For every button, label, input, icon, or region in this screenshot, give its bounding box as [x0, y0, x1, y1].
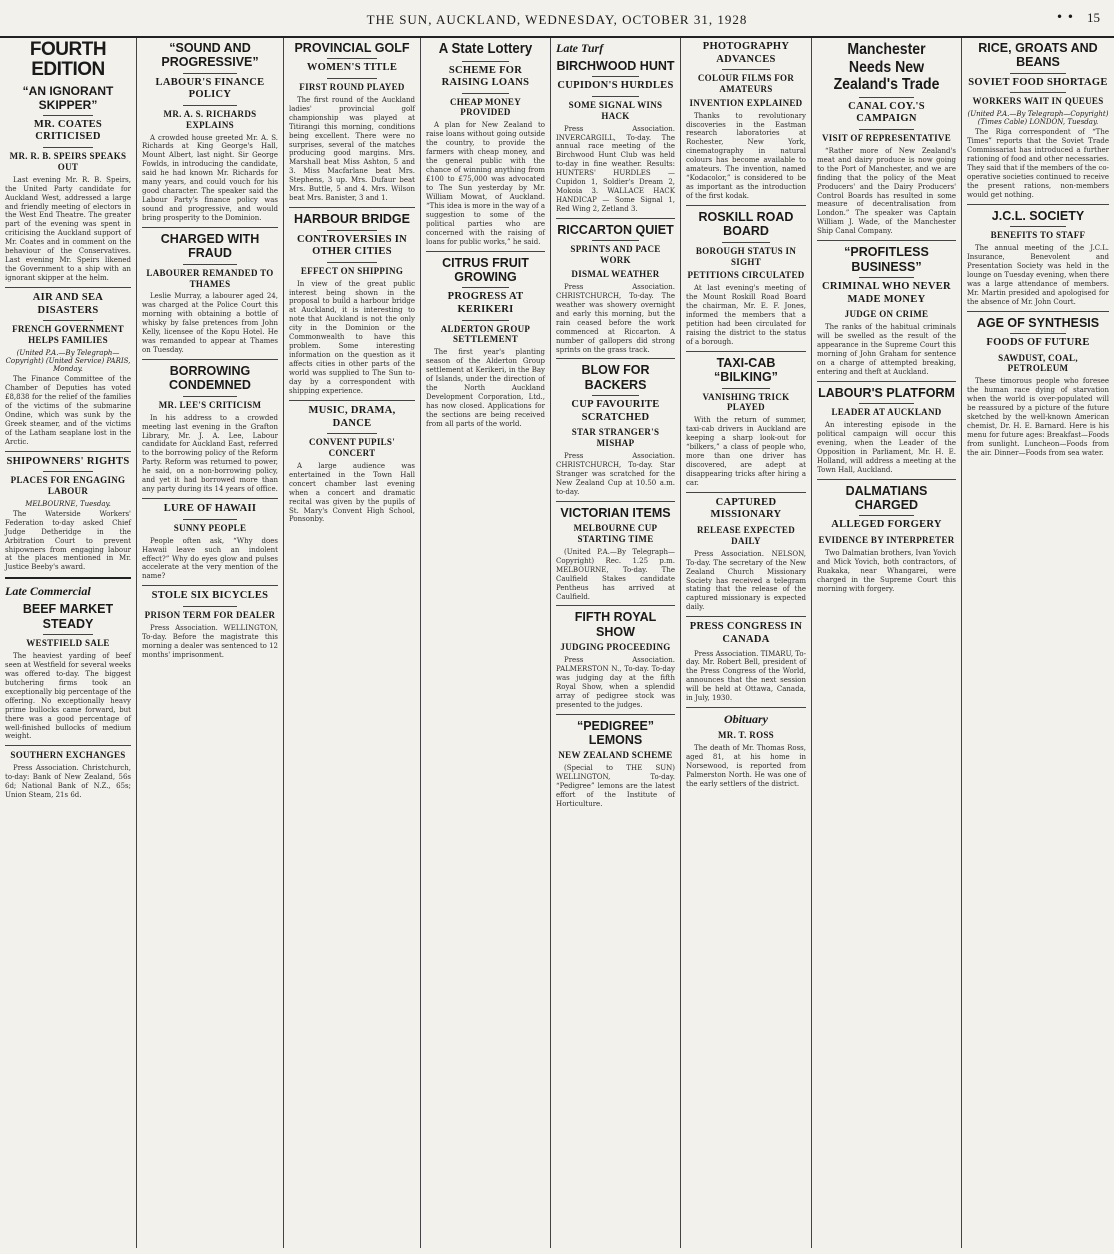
subhead-cup-favourite: CUP FAVOURITE SCRATCHED [571, 399, 660, 423]
headline-profitless-business: “PROFITLESS BUSINESS” [844, 245, 929, 274]
subhead-invention: INVENTION EXPLAINED [689, 97, 803, 108]
subhead-labourer-remanded: LABOURER REMANDED TO THAMES [146, 267, 274, 289]
subhead-some-signal: SOME SIGNAL WINS HACK [568, 99, 663, 121]
masthead-marks: • • [1056, 10, 1074, 24]
article-body: With the return of summer, taxi-cab drivers in Auckland are keeping a sharp look-out for “bilkers,” a class of people who, more than one driver has discovered, are adept at disappearing tricks after hiring a car. [686, 416, 806, 487]
article-body: “Rather more of New Zealand's meat and dairy produce is now going to the Port of Manchester, and we are finding that the policy of the Meat Producers' and the Dairy Producers' Control Boards has resulted in some measure of decentralisation from London.” The speaker was Captain William J. Wade, of the Manchester Ship Canal Company. [817, 146, 956, 236]
subhead-canal-campaign: CANAL COY.'S CAMPAIGN [848, 100, 925, 125]
headline-manchester: Manchester Needs New Zealand's Trade [833, 41, 940, 94]
article-body: An interesting episode in the political campaign will occur this evening, when the Leader of the Opposition in Parliament, Mr. H. E. Holland, will address a meeting at the Town Hall, Auckland. [817, 420, 956, 474]
headline-blow-backers: BLOW FOR BACKERS [581, 363, 650, 392]
subhead-colour-films: COLOUR FILMS FOR AMATEURS [697, 73, 795, 94]
subhead-raising-loans: SCHEME FOR RAISING LOANS [441, 64, 530, 89]
headline-provincial-golf: PROVINCIAL GOLF [294, 41, 410, 55]
column-2 [137, 38, 284, 1248]
subhead-sawdust-coal: SAWDUST, COAL, PETROLEUM [998, 352, 1078, 374]
headline-dalmatians: DALMATIANS CHARGED [845, 483, 928, 513]
article-body: In his address to a crowded meeting last evening in the Grafton Library, Mr. J. A. Lee, Labour candidate for Auckland East, referred to the borrowing policy of the Reform Party. Reform was returned to power, he said, on a non-borrowing policy, and yet it had borrowed more than any party during its 14 years of office. [142, 413, 278, 494]
headline-charged-fraud: CHARGED WITH FRAUD [160, 232, 260, 261]
subhead-vanishing-trick: VANISHING TRICK PLAYED [702, 391, 790, 413]
headline-music-drama-dance: MUSIC, DRAMA, DANCE [308, 404, 396, 429]
article-body: Press Association. NELSON, To-day. The secretary of the New Zealand Church Missionary Society has received a telegram stating that the release of the captured missionary is expected daily. [686, 549, 806, 612]
headline-borrowing-condemned: BORROWING CONDEMNED [169, 364, 251, 393]
column-7 [812, 38, 962, 1248]
subhead-lee-criticism: MR. LEE'S CRITICISM [158, 399, 262, 410]
article-body: The annual meeting of the J.C.L. Insurance, Benevolent and Presentation Society was held in the lounge on Tuesday evening, when there was a large attendance of members. Mr. Martin presided and apologised for the absence of Mr. John Court. [967, 243, 1109, 306]
article-body: The Finance Committee of the Chamber of Deputies has voted £8,838 for the relief of the families of the victims of the submarine Ondine, which was sunk by the Greek steamer, and of the victims of the Latham seaplane lost in the Arctic. [5, 374, 131, 446]
column-1 [0, 38, 137, 1248]
headline-citrus-fruit: CITRUS FRUIT GROWING [442, 255, 529, 284]
subhead-criminal-money: CRIMINAL WHO NEVER MADE MONEY [822, 281, 951, 305]
column-6 [681, 38, 812, 1248]
subhead-benefits-staff: BENEFITS TO STAFF [990, 230, 1086, 241]
subhead-leader-auckland: LEADER AT AUCKLAND [831, 407, 942, 418]
subhead-cheap-money: CHEAP MONEY PROVIDED [449, 96, 522, 118]
subhead-places-engaging-labour: PLACES FOR ENGAGING LABOUR [10, 475, 126, 496]
subhead-coates-criticised: MR. COATES CRITICISED [33, 118, 103, 143]
headline-lure-hawaii: LURE OF HAWAII [163, 503, 257, 515]
article-body: Leslie Murray, a labourer aged 24, was charged at the Police Court this morning with obtaining a bottle of whisky by false pretences from John Kelly, licensee of the Kopu Hotel. He was remanded to appear at Thames on Tuesday. [142, 292, 278, 355]
article-body: A plan for New Zealand to raise loans without going outside the country, to provide the farmers with cheap money, and the general public with the chance of winning anything from £100 to £75,000 was advocated to The Sun yesterday by Mr. William Mowat, of Auckland. “This idea is more in the way of a suggestion to some of the political parties who are concerned with the raising of loans for public works,” he said. [426, 121, 545, 246]
subhead-womens-title: WOMEN'S TITLE [306, 62, 398, 74]
headline-birchwood-hunt: BIRCHWOOD HUNT [556, 59, 675, 73]
article-dateline: MELBOURNE, Tuesday. [25, 499, 111, 508]
headline-captured-missionary: CAPTURED MISSIONARY [710, 496, 782, 521]
subhead-french-government: FRENCH GOVERNMENT HELPS FAMILIES [12, 324, 124, 346]
article-body: Press Association. CHRISTCHURCH, To-day. Star Stranger was scratched for the New Zealand Cup at 10.50 a.m. to-day. [556, 452, 675, 496]
subhead-first-round: FIRST ROUND PLAYED [299, 81, 405, 92]
subhead-judging: JUDGING PROCEEDING [560, 642, 671, 653]
article-body: Thanks to revolutionary discoveries in the Eastman research laboratories at Rochester, New York, cinematography in natural colours has become available to amateurs. The invention, named “Kodacolor,” is considered to be as important as the introduction of the first kodak. [686, 111, 806, 201]
subhead-foods-future: FOODS OF FUTURE [986, 336, 1090, 348]
article-body: Last evening Mr. R. B. Speirs, the United Party candidate for Auckland West, addressed a large and friendly meeting of electors in the West End Theatre. The greater part of the evening was spent in criticising the Auckland support of Mr. Coates and in comment on the behaviour of the Conservatives. Last evening Mr. Speirs likened the Government to a ship with an ignorant skipper at the helm. [5, 175, 131, 283]
subhead-star-stranger: STAR STRANGER'S MISHAP [571, 427, 660, 449]
page-number: 15 [1087, 10, 1100, 25]
article-body: In view of the great public interest being shown in the proposal to build a harbour bridge at Auckland, it is interesting to note that Auckland is not the only city in the Dominion or the Commonwealth to have this problem. Some interesting information on the question as it affects cities in other parts of the world was supplied to The Sun to-day by a correspondent with shipping experience. [289, 279, 415, 395]
newspaper-page [0, 38, 1114, 1248]
column-5 [551, 38, 681, 1248]
article-body: Press Association. INVERCARGILL, To-day. The annual race meeting of the Birchwood Hunt Club was held to-day in fine weather. Results: HUNTERS' HURDLES — Cupidon 1, Soldier's Dream 2, Mokoia 3. WALLACE HACK HANDICAP — Some Signal 1, Red Wing 2, Zetland 3. [556, 124, 675, 214]
subhead-queues: WORKERS WAIT IN QUEUES [972, 96, 1104, 107]
headline-press-congress: PRESS CONGRESS IN CANADA [689, 621, 803, 645]
section-obituary: Obituary [723, 712, 768, 727]
article-body: Press Association. WELLINGTON, To-day. Before the magistrate this morning a dealer was sentenced to 12 months' imprisonment. [142, 623, 278, 659]
masthead [0, 0, 1114, 38]
article-dateline: (United P.A.—By Telegraph—Copyright) (United Service) PARIS, Monday. [5, 348, 131, 373]
subhead-sunny-people: SUNNY PEOPLE [173, 522, 247, 533]
subhead-controversies: CONTROVERSIES IN OTHER CITIES [296, 233, 408, 258]
subhead-interpreter: EVIDENCE BY INTERPRETER [818, 534, 955, 545]
article-dateline: (United P.A.—By Telegraph—Copyright) (Times Cable) LONDON, Tuesday. [967, 110, 1109, 127]
headline-pedigree-lemons: “PEDIGREE” LEMONS [576, 718, 655, 748]
headline-photography: PHOTOGRAPHY ADVANCES [702, 41, 790, 65]
headline-shipowners-rights: SHIPOWNERS' RIGHTS [6, 455, 130, 467]
edition-banner: FOURTH EDITION [29, 39, 107, 80]
subhead-prison-term: PRISON TERM FOR DEALER [144, 609, 276, 620]
article-body: A crowded house greeted Mr. A. S. Richards at King George's Hall, Mount Albert, last night. Sir George Fowlds, in introducing the candidate, said he had known Mr. Richards for many years, and could vouch for his good character. The speaker said the Labour Party's finance policy was sound and progressive, and would bring prosperity to the Dominion. [142, 133, 278, 223]
headline-riccarton-quiet: RICCARTON QUIET [557, 223, 674, 238]
subhead-westfield-sale: WESTFIELD SALE [26, 638, 110, 649]
subhead-mr-ross: MR. T. ROSS [718, 730, 774, 741]
subhead-speirs-speaks: MR. R. B. SPEIRS SPEAKS OUT [9, 151, 127, 172]
article-body: Press Association. CHRISTCHURCH, To-day. The weather was showery overnight and early this morning, but the rain ceased before the work commenced at Riccarton. A number of gallopers did strong sprints on the grass track. [556, 282, 675, 354]
column-3 [284, 38, 421, 1248]
article-body: Two Dalmatian brothers, Ivan Yovich and Mick Yovich, both contractors, of Ruakaka, near Whangarei, were charged in the Supreme Court this morning with forgery. [817, 548, 957, 593]
subhead-richards-explains: MR. A. S. RICHARDS EXPLAINS [163, 108, 257, 130]
headline-sound-progressive: “SOUND AND PROGRESSIVE” [161, 41, 259, 70]
headline-southern-exchanges: SOUTHERN EXCHANGES [10, 750, 126, 761]
subhead-borough-status: BOROUGH STATUS IN SIGHT [695, 245, 797, 267]
article-body: Press Association. PALMERSTON N., To-day. To-day was judging day at the fifth Royal Show, when a splendid array of pedigree stock was presented to the judges. [556, 656, 675, 709]
article-body: Press Association. TIMARU, To-day. Mr. Robert Bell, president of the Press Congress of the World, announces that the next session will be held at Ottawa, Canada, in July, 1930. [686, 649, 806, 703]
headline-air-sea-disasters: AIR AND SEA DISASTERS [32, 292, 104, 316]
headline-ignorant-skipper: “AN IGNORANT SKIPPER” [22, 83, 114, 112]
headline-taxi-cab: TAXI-CAB “BILKING” [714, 355, 778, 385]
subhead-petitions: PETITIONS CIRCULATED [687, 270, 805, 281]
article-body: (Special to THE SUN) WELLINGTON, To-day. “Pedigree” lemons are the latest effort of the Institute of Horticulture. [556, 764, 675, 809]
subhead-alderton-group: ALDERTON GROUP SETTLEMENT [440, 323, 531, 345]
article-body: The death of Mr. Thomas Ross, aged 81, at his home in Norsewood, is reported from Palmerston North. He was one of the early settlers of the district. [686, 744, 806, 788]
subhead-kerikeri: PROGRESS AT KERIKERI [447, 291, 524, 315]
subhead-release-expected: RELEASE EXPECTED DAILY [696, 525, 796, 546]
subhead-cupidons-hurdles: CUPIDON'S HURDLES [557, 80, 674, 92]
column-8 [962, 38, 1114, 1248]
article-body: Press Association. Christchurch, to-day: Bank of New Zealand, 56s 6d; National Bank of N.Z., 65s; Union Steam, 21s 6d. [5, 764, 131, 800]
headline-harbour-bridge: HARBOUR BRIDGE [294, 212, 410, 227]
headline-age-synthesis: AGE OF SYNTHESIS [976, 315, 1100, 330]
column-4 [421, 38, 551, 1248]
subhead-labour-finance: LABOUR'S FINANCE POLICY [155, 76, 265, 101]
headline-victorian-items: VICTORIAN ITEMS [560, 505, 671, 520]
article-body: A large audience was entertained in the Town Hall concert chamber last evening when a concert and dramatic recital was given by the pupils of St. Mary's Convent High School, Ponsonby. [289, 461, 415, 524]
subhead-dismal-weather: DISMAL WEATHER [571, 269, 660, 280]
article-body: (United P.A.—By Telegraph—Copyright) Rec. 1.25 p.m. MELBOURNE, To-day. The Caulfield Stakes candidate Pentheus has arrived at Caulfield. [556, 547, 675, 601]
subhead-effect-shipping: EFFECT ON SHIPPING [300, 265, 404, 276]
headline-state-lottery: A State Lottery [438, 40, 533, 57]
headline-fifth-royal-show: FIFTH ROYAL SHOW [574, 610, 657, 639]
section-late-commercial: Late Commercial [5, 584, 91, 599]
subhead-alleged-forgery: ALLEGED FORGERY [831, 519, 942, 531]
subhead-soviet-food: SOVIET FOOD SHORTAGE [968, 76, 1108, 88]
article-body: At last evening's meeting of the Mount Roskill Road Board the chairman, Mr. E. F. Jones, informed the members that a petition had been circulated for raising the district to the status of a borough. [686, 284, 806, 346]
article-body: The first round of the Auckland ladies' provincial golf championship was played at Titirangi this morning, conditions being excellent. There were no surprises, several of the matches producing good margins. Mrs. Marshall beat Miss Ashton, 5 and 3. Miss Macfarlane beat Mrs. Stephens, 3 up. Mrs. Dufaur beat Mrs. Buttle, 5 and 4. Mrs. Wilson beat Mrs. Banister, 3 and 1. [289, 95, 415, 203]
subhead-judge-crime: JUDGE ON CRIME [844, 309, 929, 320]
article-body: People often ask, “Why does Hawaii leave such an indolent effect?” Why do eyes glow and pulses accelerate at the very mention of the name? [142, 536, 278, 581]
subhead-nz-scheme: NEW ZEALAND SCHEME [558, 750, 673, 761]
subhead-melbourne-cup: MELBOURNE CUP STARTING TIME [573, 523, 658, 544]
article-body: The Waterside Workers' Federation to-day asked Chief Judge Detheridge in the Arbitration Court to prevent shipowners from engaging labour at the places mentioned in Mr. Justice Beeby's award. [5, 509, 131, 572]
headline-beef-market: BEEF MARKET STEADY [22, 602, 114, 631]
subhead-visit-representative: VISIT OF REPRESENTATIVE [821, 132, 952, 143]
headline-labours-platform: LABOUR'S PLATFORM [818, 385, 955, 400]
article-body: The ranks of the habitual criminals will be swelled as the result of the appearance in the Supreme Court this morning of John Graham for sentence on a charge of attempted breaking, entering and theft at Auckland. [817, 323, 956, 376]
section-late-turf: Late Turf [556, 41, 604, 55]
subhead-sprints-pace: SPRINTS AND PACE WORK [570, 244, 661, 266]
article-body: The heaviest yarding of beef seen at Westfield for several weeks was offered to-day. The biggest butchering firms took an exceptionally big percentage of the offering. No exceptionally heavy prime bullocks came forward, but there was a good percentage of well-finished bullocks of medium weight. [5, 651, 131, 741]
headline-rice-groats: RICE, GROATS AND BEANS [978, 41, 1098, 70]
article-body: The Riga correspondent of “The Times” reports that the Soviet Trade Commissariat has introduced a further rationing of food and other necessaries. They said that if the members of the co-operative societies continued to receive the present rations, non-members would get nothing. [967, 128, 1109, 199]
headline-stole-bicycles: STOLE SIX BICYCLES [151, 590, 269, 602]
article-body: These timorous people who foresee the human race dying of starvation when the world is over-populated will be reassured by a picture of the future sketched by the well-known American chemist, Dr. H. E. Barnard. Here is his menu for future ages: Breakfast—Foods from sunlight. Luncheon—Foods from the air. Dinner—Foods from sea water. [967, 377, 1109, 457]
subhead-convent-concert: CONVENT PUPILS' CONCERT [308, 437, 396, 458]
headline-jcl-society: J.C.L. SOCIETY [991, 208, 1085, 223]
newspaper-dateline: THE SUN, AUCKLAND, WEDNESDAY, OCTOBER 31, 1928 [366, 12, 748, 27]
headline-roskill-road: ROSKILL ROAD BOARD [698, 210, 794, 239]
article-body: The first year's planting season of the Alderton Group settlement at Kerikeri, in the Bay of Islands, under the direction of the North Auckland Development Corporation, Ltd., has now closed. Applications for the sections are being received from all parts of the world. [426, 348, 545, 428]
